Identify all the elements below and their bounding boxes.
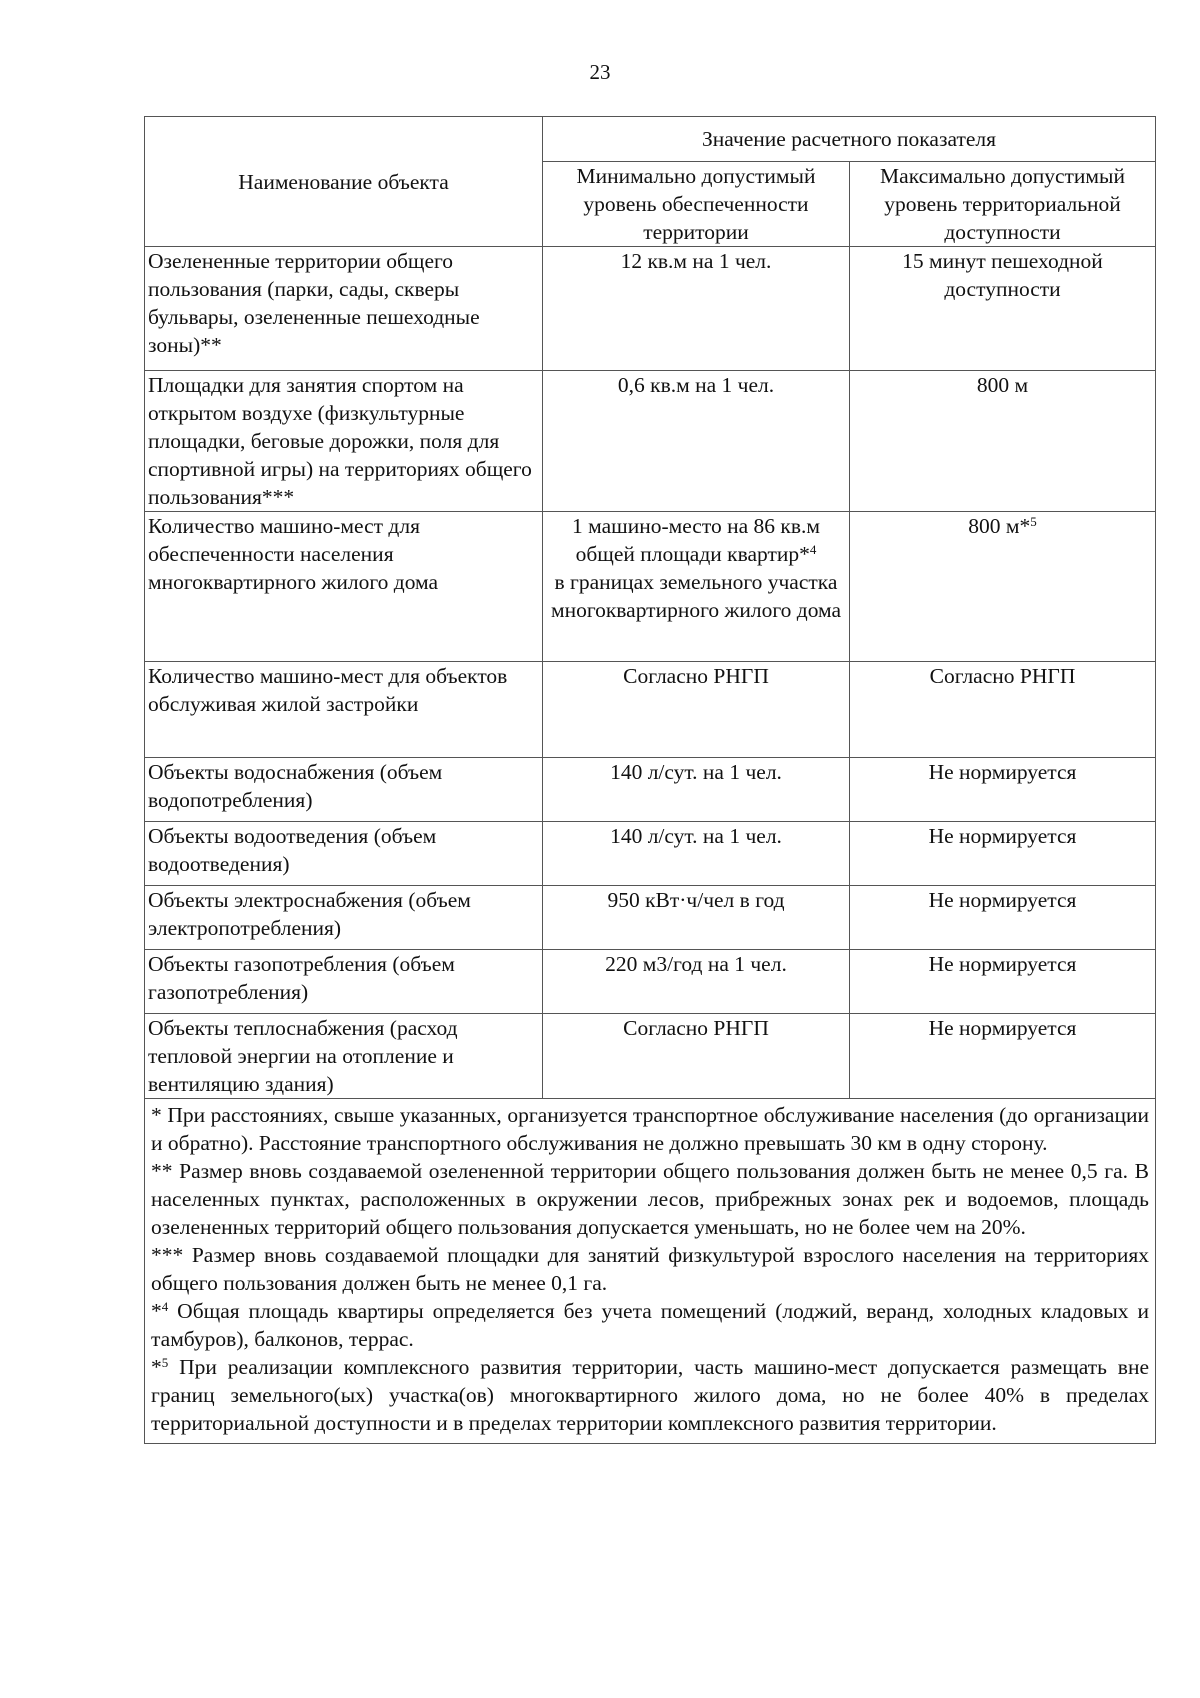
header-max-level: Максимально допустимый уровень территориальной доступности <box>850 162 1156 247</box>
footnote-mark: * <box>151 1355 162 1379</box>
footnotes-row <box>145 1099 1156 1444</box>
min-value-cell: 950 кВт·ч/чел в год <box>543 886 850 950</box>
header-indicator-value: Значение расчетного показателя <box>543 117 1156 162</box>
max-value-cell <box>850 512 1156 662</box>
footnote-text: При расстояниях, свыше указанных, организуется транспортное обслуживание населения (до организации и обратно). Расстояние транспортного обслуживания не должно превышать 30 км в одну сторону. <box>151 1103 1149 1155</box>
footnote <box>151 1101 1149 1157</box>
min-value-part1: 1 машино-место на 86 кв.м общей площади квартир* <box>572 514 820 566</box>
min-value-cell: 140 л/сут. на 1 чел. <box>543 822 850 886</box>
footnote <box>151 1157 1149 1241</box>
object-name-cell: Объекты электроснабжения (объем электропотребления) <box>145 886 543 950</box>
table-row <box>145 886 1156 950</box>
min-value-cell: Согласно РНГП <box>543 1014 850 1099</box>
footnote-text: Общая площадь квартиры определяется без учета помещений (лоджий, веранд, холодных кладовых и тамбуров), балконов, террас. <box>151 1299 1149 1351</box>
max-value-cell: Не нормируется <box>850 822 1156 886</box>
table-row <box>145 371 1156 512</box>
footnote <box>151 1297 1149 1353</box>
max-value-cell: Не нормируется <box>850 950 1156 1014</box>
table-row <box>145 758 1156 822</box>
page-number: 23 <box>589 60 611 84</box>
footnote <box>151 1353 1149 1437</box>
max-value-text: 800 м* <box>968 514 1031 538</box>
object-name-cell: Объекты водоснабжения (объем водопотребления) <box>145 758 543 822</box>
footnote-ref-5: 5 <box>1030 514 1037 529</box>
max-value-cell: Не нормируется <box>850 886 1156 950</box>
max-value-cell: 800 м <box>850 371 1156 512</box>
norms-table <box>144 116 1156 1444</box>
object-name-cell: Объекты газопотребления (объем газопотребления) <box>145 950 543 1014</box>
object-name-cell: Площадки для занятия спортом на открытом воздухе (физкультурные площадки, беговые дорожки, поля для спортивной игры) на территориях общего пользования*** <box>145 371 543 512</box>
footnote-sup: 4 <box>161 1299 169 1314</box>
min-value-cell: 220 м3/год на 1 чел. <box>543 950 850 1014</box>
footnote-text: Размер вновь создаваемой озелененной территории общего пользования должен быть не менее 0,5 га. В населенных пунктах, расположенных в окружении лесов, прибрежных зонах рек и водоемов, площадь озелененных территорий общего пользования допускается уменьшать, но не более чем на 20%. <box>151 1159 1149 1239</box>
object-name-cell: Количество машино-мест для объектов обслуживая жилой застройки <box>145 662 543 758</box>
table-row <box>145 247 1156 371</box>
object-name-cell: Озелененные территории общего пользования (парки, сады, скверы бульвары, озелененные пешеходные зоны)** <box>145 247 543 371</box>
min-value-cell: 140 л/сут. на 1 чел. <box>543 758 850 822</box>
footnotes-cell <box>145 1099 1156 1444</box>
footnote-mark: * <box>151 1103 162 1127</box>
footnote-mark: ** <box>151 1159 173 1183</box>
table-row <box>145 1014 1156 1099</box>
min-value-cell: 12 кв.м на 1 чел. <box>543 247 850 371</box>
table-row <box>145 822 1156 886</box>
footnote <box>151 1241 1149 1297</box>
object-name-cell: Количество машино-мест для обеспеченности населения многоквартирного жилого дома <box>145 512 543 662</box>
table-row <box>145 950 1156 1014</box>
footnote-mark: * <box>151 1299 162 1323</box>
footnote-sup: 5 <box>161 1355 169 1370</box>
table-header-row <box>145 117 1156 162</box>
table-row <box>145 662 1156 758</box>
min-value-cell <box>543 512 850 662</box>
min-value-cell: 0,6 кв.м на 1 чел. <box>543 371 850 512</box>
footnote-text: При реализации комплексного развития территории, часть машино-мест допускается размещать вне границ земельного(ых) участка(ов) многоквартирного жилого дома, но не более 40% в пределах территориальной доступности и в пределах территории комплексного развития территории. <box>151 1355 1149 1435</box>
max-value-cell: 15 минут пешеходной доступности <box>850 247 1156 371</box>
min-value-part2: в границах земельного участка многоквартирного жилого дома <box>550 570 842 622</box>
header-min-level: Минимально допустимый уровень обеспеченности территории <box>543 162 850 247</box>
footnote-text: Размер вновь создаваемой площадки для занятий физкультурой взрослого населения на территориях общего пользования должен быть не менее 0,1 га. <box>151 1243 1149 1295</box>
max-value-cell: Согласно РНГП <box>850 662 1156 758</box>
max-value-cell: Не нормируется <box>850 1014 1156 1099</box>
footnote-ref-4: 4 <box>809 542 817 557</box>
footnote-mark: *** <box>151 1243 184 1267</box>
object-name-cell: Объекты теплоснабжения (расход тепловой энергии на отопление и вентиляцию здания) <box>145 1014 543 1099</box>
table-row <box>145 512 1156 662</box>
min-value-cell: Согласно РНГП <box>543 662 850 758</box>
header-object-name: Наименование объекта <box>145 117 543 247</box>
max-value-cell: Не нормируется <box>850 758 1156 822</box>
object-name-cell: Объекты водоотведения (объем водоотведения) <box>145 822 543 886</box>
